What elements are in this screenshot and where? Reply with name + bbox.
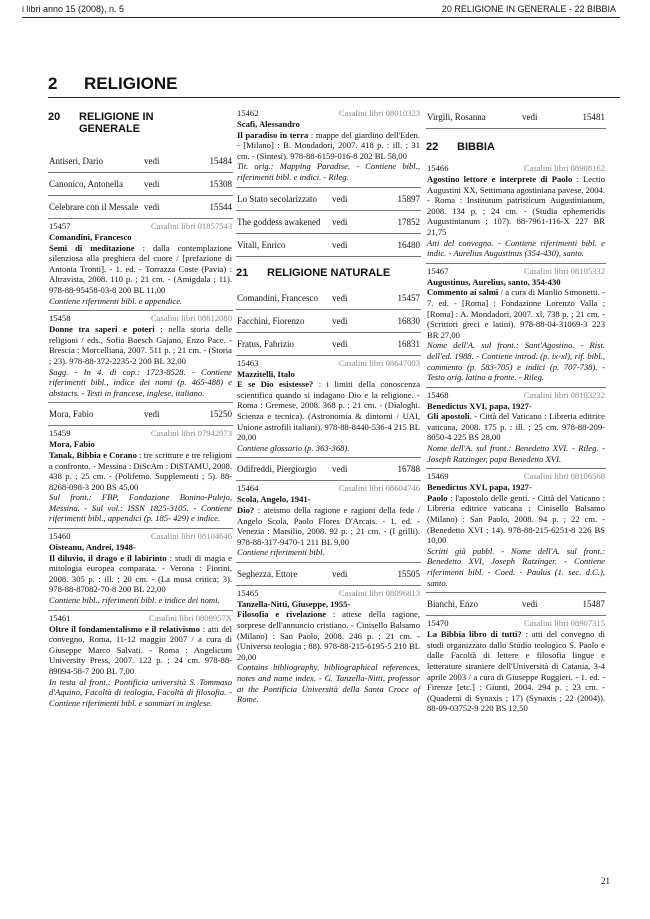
xref-name: Canonico, Antonella — [49, 179, 123, 189]
catalog-entry — [48, 611, 233, 713]
entry-note: Scritti già pubbl. - Nome dell'A. sul front.: Benedetto XVI, Joseph Ratzinger. - Contiene riferimenti bibl. - Coed. - Paulus (1. sec. d.C.), santo. — [427, 545, 605, 588]
entry-number: 15458 — [49, 313, 71, 324]
catalog-entry — [48, 426, 233, 529]
entry-author: Augustinus, Aurelius, santo, 354-430 — [427, 276, 561, 287]
cross-reference[interactable] — [48, 403, 233, 426]
entry-code: Casalini libri 08096813 — [338, 587, 420, 598]
entry-body: : atti del convegno, Roma, 11-12 maggio 2007 / a cura di Giuseppe Marco Salvati. - Roma : Angelicum University Press, 2007. 122 p. ; 24 cm. 978-88-89094-58-7 200 BL 7,00 — [49, 623, 232, 676]
entry-title: E se Dio esistesse? — [237, 379, 314, 390]
entry-note: Contiene bibl., riferimenti bibl. e indice dei nomi. — [49, 595, 220, 606]
xref-name: Odifreddi, Piergiorgio — [237, 464, 317, 475]
entry-note: Contiene riferimenti bibl. — [237, 547, 325, 558]
entry-note: Contiene glossario (p. 363-368). — [237, 442, 350, 453]
entry-title: Agostino lettore e interprete di Paolo — [427, 174, 573, 184]
header-rule — [22, 17, 620, 18]
xref-number: 16788 — [397, 464, 420, 475]
cross-reference[interactable] — [236, 563, 421, 586]
entry-author: Scola, Angelo, 1941- — [237, 494, 311, 505]
section-22-heading — [426, 129, 606, 161]
cross-reference[interactable] — [236, 333, 421, 356]
cross-reference[interactable] — [48, 173, 233, 196]
entry-code: Casalini libri 08647003 — [338, 357, 420, 368]
entry-number: 15465 — [237, 587, 259, 598]
entry-number: 15457 — [49, 221, 71, 231]
xref-name: Virgili, Rosanna — [427, 112, 486, 122]
section-number: 21 — [236, 266, 249, 279]
cross-reference[interactable] — [48, 150, 233, 173]
entry-author: Benedictus XVI, papa, 1927- — [427, 482, 532, 493]
entry-body: : studi di magia e mitologia europea comparata. - Verona : Fiorini, 2008. 305 p. : ill. ; 20 cm. - (La musa critica; 3). 978-88-87082-70-8 200 BL 22,00 — [49, 552, 232, 595]
xref-vedi: vedi — [522, 599, 538, 610]
xref-name: Fratus, Fabrizio — [237, 338, 294, 349]
entry-note: Atti del convegno. - Contiene riferimenti bibl. e indic. - Aurelius Augustinus (354-430), santo. — [427, 237, 605, 259]
xref-vedi: vedi — [332, 216, 348, 227]
xref-number: 16831 — [397, 338, 420, 349]
xref-vedi: vedi — [332, 193, 348, 204]
xref-vedi: vedi — [332, 464, 348, 475]
xref-vedi: vedi — [144, 409, 160, 420]
xref-name: Celebrare con il Messale — [49, 202, 139, 212]
entry-number: 15462 — [237, 108, 259, 118]
cross-reference[interactable] — [426, 593, 606, 616]
catalog-entry — [426, 264, 606, 388]
xref-vedi: vedi — [332, 315, 348, 326]
xref-number: 15484 — [209, 156, 232, 166]
catalog-entry — [48, 529, 233, 611]
xref-name: Seghezza, Ettore — [237, 568, 298, 579]
entry-body: : ateismo della ragione e ragioni della fede / Angelo Scola, Paolo Flores D'Arcais. - 1. ed. - Venezia : Marsilio, 2008. 92 p. ; 21 cm. - (I grilli). 978-88-317-9470-1 211 BL 9,00 — [237, 504, 420, 547]
xref-name: Bianchi, Enzo — [427, 599, 478, 610]
xref-number: 15897 — [397, 193, 420, 204]
xref-name: The goddess awakened — [237, 216, 321, 227]
catalog-entry — [236, 481, 421, 563]
header-journal: i libri anno 15 (2008), n. 5 — [22, 4, 125, 14]
xref-vedi: vedi — [522, 112, 538, 122]
entry-title: Semi di meditazione — [49, 242, 135, 253]
entry-number: 15469 — [427, 471, 449, 482]
entry-body: : dalla contemplazione silenziosa alla preghiera del cuore / [prefazione di Antonia Tronti]. - 1. ed. - Torrazza Coste (Pavia) : Altravista, 2008. 110 p. ; 21 cm. - (Amigdala ; 11). 978-88-95458-03-8 200 BL 11,00 — [49, 242, 233, 295]
entry-code: Casalini libri 08908162 — [523, 163, 605, 173]
entry-title: Filosofia e rivelazione — [237, 609, 327, 620]
catalog-entry — [236, 106, 421, 188]
xref-number: 15487 — [582, 599, 605, 610]
entry-code: Casalini libri 08103232 — [523, 389, 605, 400]
page-number: 21 — [601, 876, 610, 886]
entry-title: Commento ai salmi — [427, 287, 499, 298]
entry-title: Tanak, Bibbia e Corano — [49, 449, 137, 460]
section-title-line2: GENERALE — [79, 123, 141, 135]
entry-author: Scafi, Alessandro — [237, 119, 300, 129]
entry-body: : atti del convegno di studi organizzato dallo Studio teologico S. Paolo e dalle Facoltà di lettere e filosofia lingue e letterature straniere dell'Università di Catania, 3-4 aprile 2003 / a cura di Giuseppe Ruggieri. - 1. ed. - Firenze [etc.] : Giunti, 2004. 294 p. ; 23 cm. - (Quaderni di Synaxis ; 17) (Synaxis ; 22 (2004)). 88-09-03752-9 220 BS 12,50 — [427, 629, 605, 714]
cross-reference[interactable] — [236, 287, 421, 310]
entry-author: Benedictus XVI, papa, 1927- — [427, 400, 532, 411]
catalog-entry — [48, 311, 233, 403]
entry-title: Gli apostoli — [427, 411, 470, 422]
xref-number: 15457 — [397, 292, 420, 303]
cross-reference[interactable] — [236, 310, 421, 333]
xref-vedi: vedi — [144, 179, 160, 189]
section-title: BIBBIA — [457, 141, 495, 153]
entry-author: Comandini, Francesco — [49, 232, 132, 242]
entry-number: 15461 — [49, 612, 71, 623]
entry-author: Mora, Fabio — [49, 439, 95, 450]
xref-vedi: vedi — [332, 338, 348, 349]
section-title: RELIGIONE IN — [79, 111, 154, 123]
xref-name: Vitali, Enrico — [237, 239, 286, 250]
xref-vedi: vedi — [332, 568, 348, 579]
cross-reference[interactable] — [236, 211, 421, 234]
entry-note: Contiene riferimenti bibl. e appendice. — [49, 295, 183, 306]
xref-name: Antiseri, Dario — [49, 156, 103, 166]
entry-note: Nome dell'A. sul front.: Sant'Agostino. - Rist. dell'ed. 1988. - Contiene introd. (p. ix-xl), rif. bibl., commento (p. 583-705) e indici (p. 707-738). - Testo orig. latino a fronte. - Rileg. — [427, 340, 605, 383]
entry-note: Contains bibliography, bibliographical references, notes and name index. - G. Tanzella-Nitti, professor at the Pontificia Università della Santa Croce of Rome. — [237, 662, 420, 705]
entry-code: Casalini libri 08604746 — [338, 483, 420, 494]
entry-number: 15464 — [237, 483, 259, 494]
cross-reference[interactable] — [48, 196, 233, 219]
entry-note: Sagg. - In 4. di cop.: 1723-8528. - Contiene riferimenti bibl., indice dei nomi (p. 465-488) e abstacts. - Testi in francese, inglese, italiano. — [49, 366, 232, 398]
xref-number: 15308 — [209, 179, 232, 189]
catalog-entry — [426, 616, 606, 718]
entry-code: Casalini libri 07942073 — [150, 428, 232, 439]
xref-number: 15544 — [209, 202, 232, 212]
xref-vedi: vedi — [332, 292, 348, 303]
entry-code: Casalini libri 0809957X — [148, 612, 232, 623]
catalog-entry — [236, 586, 421, 709]
xref-number: 16830 — [397, 315, 420, 326]
section-number: 22 — [426, 141, 439, 153]
catalog-entry — [426, 469, 606, 593]
xref-name: Facchini, Fiorenzo — [237, 315, 305, 326]
chapter-heading — [48, 74, 178, 94]
entry-author: Mazzitelli, Italo — [237, 368, 295, 379]
catalog-entry — [48, 219, 233, 311]
column-3 — [426, 106, 606, 718]
entry-code: Casalini libri 08907315 — [523, 618, 605, 629]
entry-number: 15459 — [49, 428, 71, 439]
entry-body: . - Città del Vaticano : Libreria editrice vaticana, 2008. 175 p. : ill. ; 25 cm. 978-88-209-8050-4 225 BS 28,00 — [427, 411, 605, 443]
header-sections: 20 RELIGIONE IN GENERALE - 22 BIBBIA — [441, 4, 616, 14]
cross-reference[interactable] — [426, 106, 606, 129]
cross-reference[interactable] — [236, 458, 421, 481]
entry-body: / a cura di Manlio Simonetti. - 7. ed. - [Roma] : Fondazione Lorenzo Valla ; [Roma] : A. Mondadori, 2007. xl, 738 p. ; 21 cm. - (Scrittori greci e latini). 978-88-04-31069-3 223 BR 27,00 — [427, 287, 605, 340]
column-2 — [236, 106, 421, 709]
section-number: 20 — [48, 111, 61, 123]
chapter-number: 2 — [48, 74, 58, 93]
section-20-heading — [48, 111, 233, 135]
entry-body: : tre scritture e tre religioni a confronto. - Messina : DiScAm : DiSTAMU, 2008. 438 p. ; 25 cm. - (Polifemo. Supplementi ; 5). 88-8268-098-3 200 BS 45,00 — [49, 449, 232, 492]
entry-body: : nella storia delle religioni / eds., Sofia Boesch Gajano, Enzo Pace. - Brescia : Morcelliana, 2007. 511 p. ; 21 cm. - (Storia ; 23). 978-88-372-2235-2 200 BL 32,00 — [49, 324, 233, 366]
xref-number: 16480 — [397, 239, 420, 250]
entry-body: : attese della ragione, sorprese dell'annuncio cristiano. - Cinisello Balsamo (Milano) : San Paolo, 2008. 246 p. ; 21 cm. - (Universo teologia ; 88). 978-88-215-6195-5 210 BL 20,00 — [237, 609, 421, 662]
chapter-rule — [48, 97, 620, 98]
xref-name: Lo Stato secolarizzato — [237, 193, 317, 204]
catalog-entry — [426, 388, 606, 470]
catalog-entry — [236, 356, 421, 459]
entry-title: Dio? — [237, 504, 255, 515]
entry-code: Casalini libri 08105332 — [523, 265, 605, 276]
column-1 — [48, 150, 233, 712]
entry-note: Tit. orig.: Mapping Paradise. - Contiene bibl., riferimenti bibl. e indici. - Rileg. — [237, 161, 420, 182]
xref-number: 17852 — [397, 216, 420, 227]
cross-reference[interactable] — [236, 234, 421, 257]
entry-body: : i limiti della conoscenza scientifica quando si indagano Dio e la religione. - Roma : Gremese, 2008. 368 p. ; 21 cm. - (Dialoghi. Scienza e tecnica). (Astronomia & dintorni / UAI, Unione astrofili italiani). 978-88-8440-536-4 215 BL 20,00 — [237, 379, 421, 443]
xref-vedi: vedi — [332, 239, 348, 250]
entry-note: Sul front.: FBP, Fondazione Bonino-Pulejo, Messina. - Sul vol.: ISSN 1825-3105. - Contiene riferimenti bibl., appendici (p. 185- 429) e indice. — [49, 492, 232, 524]
entry-code: Casalini libri 01857543 — [150, 221, 232, 231]
chapter-title: RELIGIONE — [84, 74, 178, 93]
xref-number: 15250 — [209, 409, 232, 420]
entry-code: Casalini libri 08106568 — [523, 471, 605, 482]
entry-title: Oltre il fondamentalismo e il relativismo — [49, 623, 200, 634]
xref-number: 15505 — [397, 568, 420, 579]
xref-number: 15481 — [582, 112, 605, 122]
xref-name: Mora, Fabio — [49, 409, 94, 420]
cross-reference[interactable] — [236, 188, 421, 211]
entry-number: 15460 — [49, 531, 71, 542]
entry-author: Tanzella-Nitti, Giuseppe, 1955- — [237, 598, 351, 609]
section-21-heading — [236, 257, 421, 287]
entry-note: Nome dell'A. sul front.: Benedetto XVI. - Rileg. - Joseph Ratzinger, papa Benedetto XVI. — [427, 443, 605, 464]
entry-title: Paolo — [427, 492, 448, 503]
entry-body: : mappe del giardino dell'Eden. - [Milano] : B. Mondadori, 2007. 418 p. : ill. ; 31 cm. - (Sintesi). 978-88-6159-016-8 202 BL 58,00 — [237, 129, 420, 161]
entry-title: Il diluvio, il drago e il labirinto — [49, 552, 167, 563]
section-title: RELIGIONE NATURALE — [267, 266, 391, 279]
entry-number: 15468 — [427, 389, 449, 400]
entry-title: Donne tra saperi e poteri — [49, 324, 155, 335]
xref-vedi: vedi — [144, 156, 160, 166]
entry-body: : l'apostolo delle genti. - Città del Vaticano : Libreria editrice vaticana ; Cinisello Balsamo (Milano) : San Paolo, 2008. 94 p. ; 22 cm. - (Benedetto XVI ; 14). 978-88-215-6251-8 226 BS 10,00 — [427, 492, 605, 546]
entry-code: Casalini libri 08104646 — [150, 531, 232, 542]
entry-note: In testa al front.: Pontificia università S. Tommaso d'Aquino, Facoltà di teologia, Facoltà di filosofia. - Contiene riferimenti bibl. e sommari in inglese. — [49, 676, 232, 708]
entry-title: Il paradiso in terra — [237, 129, 309, 140]
entry-code: Casalini libri 08010323 — [338, 108, 420, 118]
entry-number: 15470 — [427, 618, 449, 629]
entry-code: Casalini libri 08612080 — [150, 313, 232, 324]
entry-title: La Bibbia libro di tutti? — [427, 629, 522, 640]
entry-number: 15466 — [427, 163, 449, 173]
catalog-entry — [426, 161, 606, 264]
xref-vedi: vedi — [144, 202, 160, 212]
entry-number: 15467 — [427, 265, 449, 276]
entry-body: : Lectio Augustini XX, Settimana agostiniana pavese, 2004. - Roma : Institutum patristicum Augustinianum, 2008. 134 p. ; 24 cm. - (Studia ephemeridis Augustinianum ; 107). 88-7961-116-X 227 BR 21,75 — [427, 174, 605, 237]
entry-number: 15463 — [237, 357, 259, 368]
entry-author: Oisteanu, Andrei, 1948- — [49, 542, 136, 553]
xref-name: Comandini, Francesco — [237, 292, 318, 303]
